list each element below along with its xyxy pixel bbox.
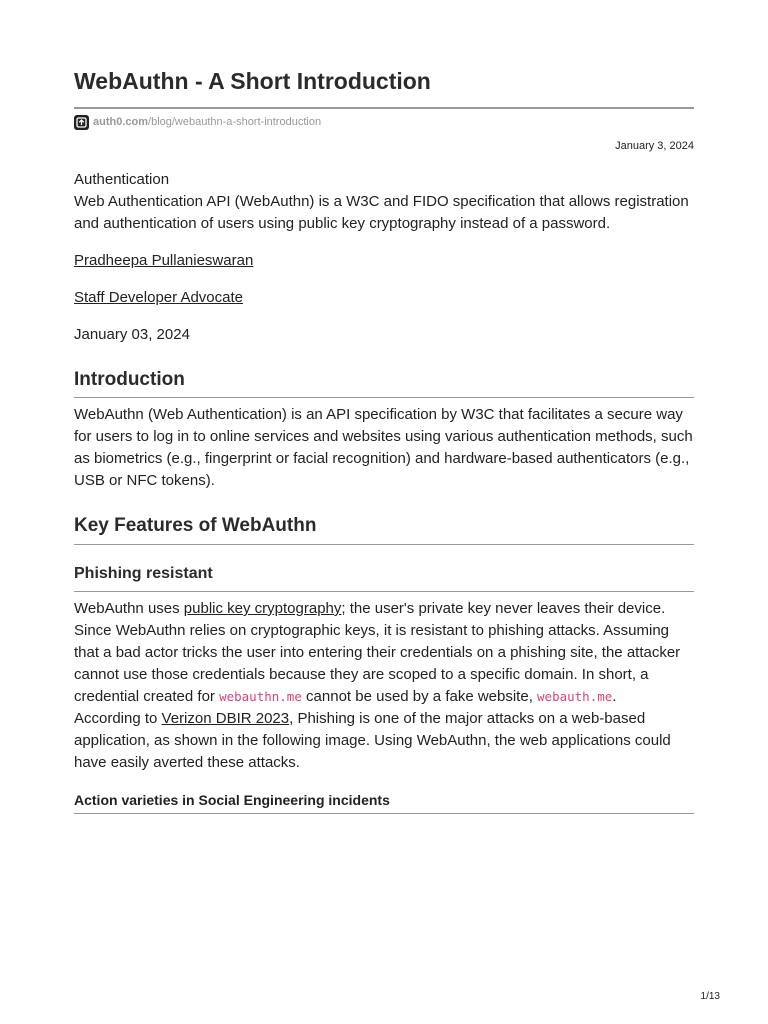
- category-label: Authentication: [74, 171, 170, 188]
- dbir-text-1: According to: [74, 710, 162, 727]
- author-paragraph: [74, 250, 694, 272]
- introduction-heading: Introduction: [74, 369, 185, 390]
- page-number: 1/13: [700, 991, 720, 1002]
- action-varieties-divider: [74, 813, 694, 814]
- action-varieties-heading: Action varieties in Social Engineering incidents: [74, 792, 390, 808]
- introduction-divider: [74, 397, 694, 398]
- author-role-link[interactable]: Staff Developer Advocate: [74, 289, 243, 306]
- clip-date: January 3, 2024: [615, 140, 694, 152]
- code-webauth-me: webauth.me: [537, 689, 613, 704]
- page-title: WebAuthn - A Short Introduction: [74, 68, 431, 94]
- summary-paragraph: Web Authentication API (WebAuthn) is a W3C and FIDO specification that allows registration and authentication of users using public key cryptography instead of a password.: [74, 193, 689, 232]
- author-link[interactable]: Pradheepa Pullanieswaran: [74, 252, 254, 269]
- phishing-text-2: ; the user's private key never leaves their device. Since WebAuthn relies on cryptographic keys, it is resistant to phishing attacks. Assuming that a bad actor tricks the user into entering their credentials on a phishing site, the attacker cannot use those credentials because they are scoped to a specific domain. In short, a credential created for: [74, 600, 681, 705]
- key-features-divider: [74, 544, 694, 545]
- code-webauthn-me: webauthn.me: [219, 689, 302, 704]
- introduction-paragraph: WebAuthn (Web Authentication) is an API specification by W3C that facilitates a secure way for users to log in to online services and websites using various authentication methods, such as biometrics (e.g., fingerprint or facial recognition) and hardware-based authenticators (e.g., USB or NFC tokens).: [74, 406, 693, 489]
- phishing-text-4: .: [612, 688, 617, 705]
- phishing-divider: [74, 591, 694, 592]
- verizon-dbir-link[interactable]: Verizon DBIR 2023: [161, 710, 290, 727]
- title-divider: [74, 107, 694, 109]
- source-link[interactable]: [74, 114, 321, 130]
- phishing-text-1: WebAuthn uses: [74, 600, 184, 617]
- source-domain: auth0.com: [93, 116, 149, 128]
- published-date: January 03, 2024: [74, 326, 190, 343]
- dbir-text-2: , Phishing is one of the major attacks on a web-based application, as shown in the following image. Using WebAuthn, the web applications could have easily averted these attacks.: [74, 710, 671, 771]
- phishing-heading: Phishing resistant: [74, 565, 213, 582]
- phishing-paragraph: [74, 598, 694, 774]
- public-key-cryptography-link[interactable]: public key cryptography: [183, 600, 342, 617]
- page-share-icon: [74, 115, 89, 130]
- author-role-paragraph: [74, 287, 694, 309]
- key-features-heading: Key Features of WebAuthn: [74, 515, 317, 536]
- phishing-text-3: cannot be used by a fake website,: [301, 688, 538, 705]
- source-path: /blog/webauthn-a-short-introduction: [148, 116, 322, 128]
